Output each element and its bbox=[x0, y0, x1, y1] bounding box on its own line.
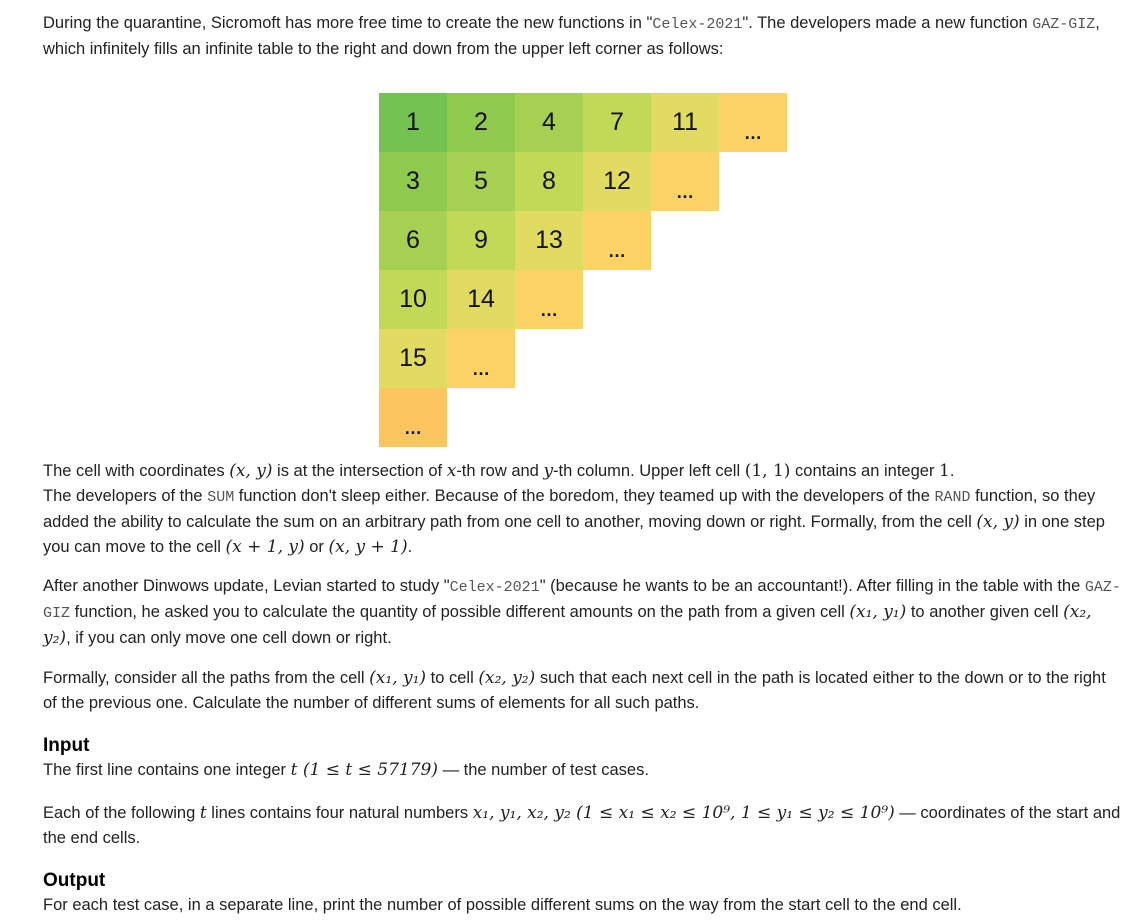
table-cell: 1 bbox=[379, 93, 447, 152]
output-heading: Output bbox=[43, 870, 106, 891]
table-cell: 14 bbox=[447, 270, 515, 329]
table-cell: 11 bbox=[651, 93, 719, 152]
table-cell: … bbox=[379, 388, 447, 447]
table-cell: 9 bbox=[447, 211, 515, 270]
table-cell: 3 bbox=[379, 152, 447, 211]
table-cell: 13 bbox=[515, 211, 583, 270]
table-cell: 10 bbox=[379, 270, 447, 329]
table-cell: 7 bbox=[583, 93, 651, 152]
celex-code: Celex-2021 bbox=[652, 16, 743, 33]
table-cell: 15 bbox=[379, 329, 447, 388]
input-line-1: The first line contains one integer t (1 ≤ t ≤ 57179) — the number of test cases. bbox=[43, 760, 649, 780]
output-line: For each test case, in a separate line, print the number of possible different sums on the way from the start cell to the end cell. bbox=[43, 896, 962, 914]
table-cell: 12 bbox=[583, 152, 651, 211]
rand-code: RAND bbox=[934, 489, 971, 506]
task-paragraph: After another Dinwows update, Levian started to study "Celex-2021" (because he wants to be an accountant!). After filling in the table with the GAZ-GIZ function, he asked you to calculate the quantity of possible different amounts on the path from a given cell (x₁, y₁) to another given cell (x₂, y₂), if you can only move one cell down or right. bbox=[43, 577, 1121, 648]
input-heading: Input bbox=[43, 735, 90, 756]
table-cell: 8 bbox=[515, 152, 583, 211]
table-cell: … bbox=[447, 329, 515, 388]
sum-code: SUM bbox=[207, 489, 235, 506]
intro-paragraph: During the quarantine, Sicromoft has more free time to create the new functions in "Celex-2021". The developers made a new function GAZ-GIZ, which infinitely fills an infinite table to the right and down from the upper left corner as follows: bbox=[43, 14, 1100, 58]
formal-paragraph: Formally, consider all the paths from the cell (x₁, y₁) to cell (x₂, y₂) such that each next cell in the path is located either to the down or to the right of the previous one. Calculate the number of different sums of elements for all such paths. bbox=[43, 668, 1106, 712]
table-cell: … bbox=[515, 270, 583, 329]
table-cell: 6 bbox=[379, 211, 447, 270]
table-figure bbox=[379, 93, 787, 447]
table-cell: … bbox=[583, 211, 651, 270]
table-cell: 5 bbox=[447, 152, 515, 211]
gaz-giz-code: GAZ-GIZ bbox=[1032, 16, 1096, 33]
table-cell: … bbox=[651, 152, 719, 211]
coordinates-paragraph: The cell with coordinates (x, y) is at the intersection of x-th row and y-th column. Upper left cell (1, 1) contains an integer 1. The developers of the SUM function don't sleep either. Because of the boredom, they teamed up with the developers of the RAND function, so they added the ability to calculate the sum on an arbitrary path from one cell to another, moving down or right. Formally, from the cell (x, y) in one step you can move to the cell (x + 1, y) or (x, y + 1). bbox=[43, 461, 1105, 557]
table-cell: … bbox=[719, 93, 787, 152]
input-line-2: Each of the following t lines contains four natural numbers x₁, y₁, x₂, y₂ (1 ≤ x₁ ≤ x₂ ≤ 10⁹, 1 ≤ y₁ ≤ y₂ ≤ 10⁹) — coordinates of the start and the end cells. bbox=[43, 803, 1121, 847]
table-cell: 2 bbox=[447, 93, 515, 152]
table-cell: 4 bbox=[515, 93, 583, 152]
